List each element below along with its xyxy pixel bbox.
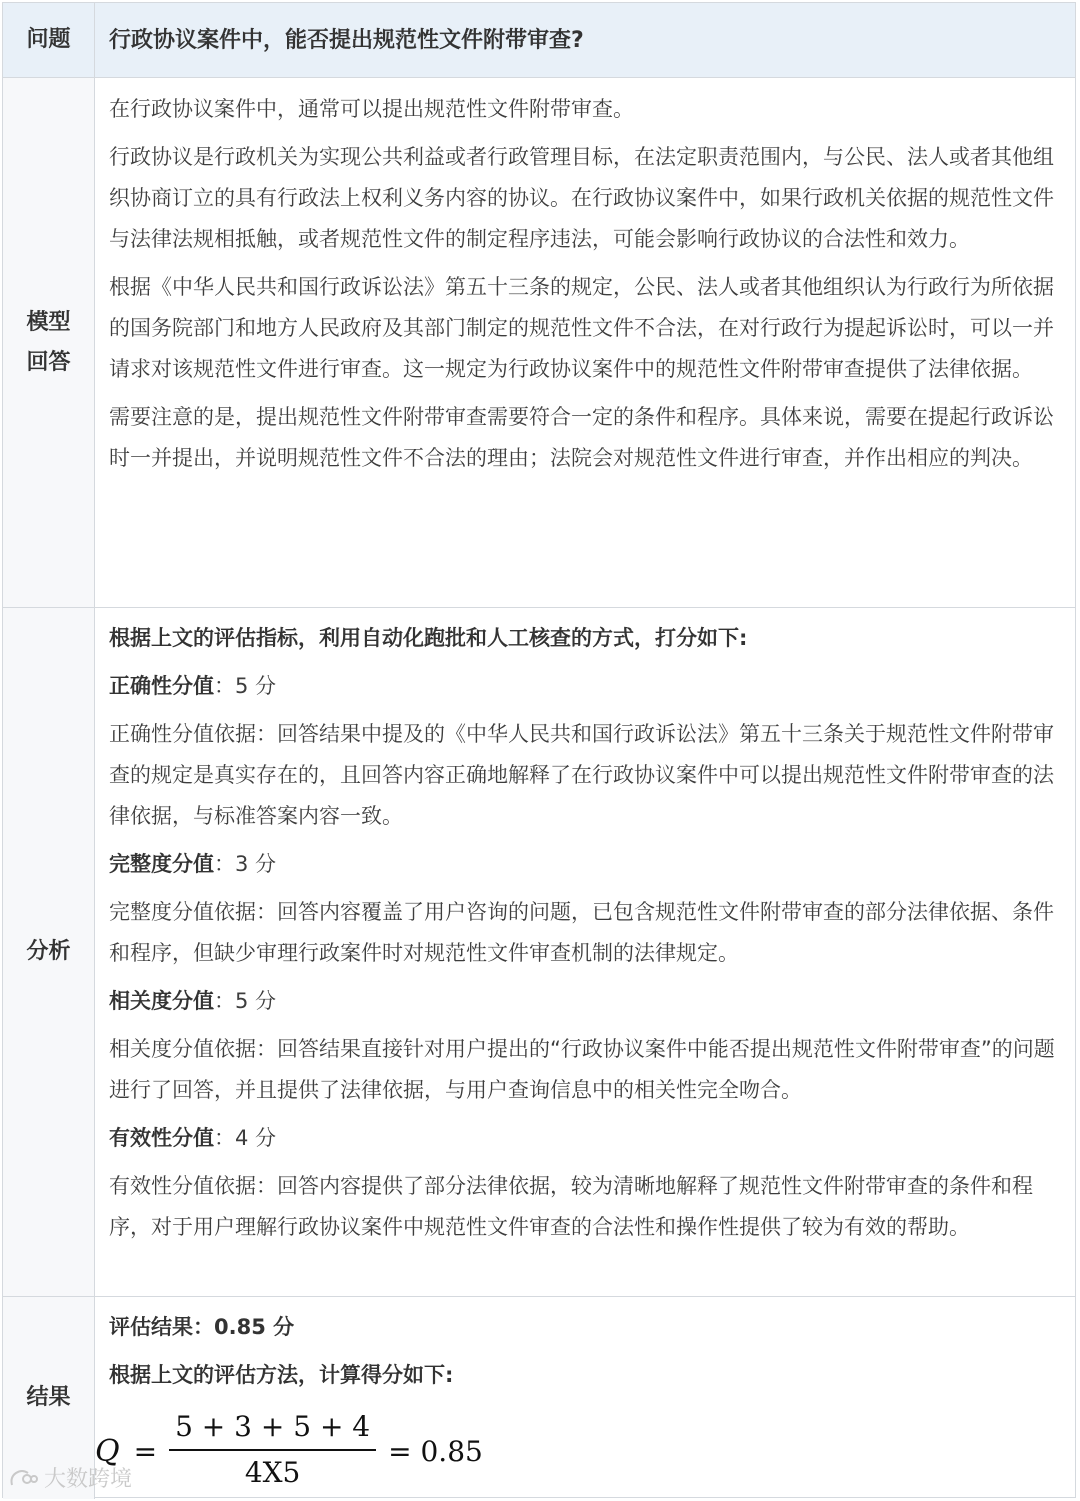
correctness-title: 正确性分值: [109, 674, 214, 698]
formula-fraction: [169, 1407, 376, 1495]
completeness-score-line: [109, 844, 1065, 885]
model-answer-label: [3, 78, 95, 607]
eval-result: 评估结果：0.85 分: [109, 1315, 295, 1339]
formula-numerator: 5 + 3 + 5 + 4: [169, 1407, 376, 1451]
watermark-logo-icon: [8, 1467, 38, 1489]
model-answer-content: [95, 78, 1075, 607]
formula-denominator: 4X5: [244, 1456, 301, 1489]
formula-equals: =: [133, 1434, 158, 1468]
model-answer-label-line2: 回答: [26, 349, 71, 375]
correctness-score-line: [109, 666, 1065, 707]
validity-basis: 有效性分值依据：回答内容提供了部分法律依据，较为清晰地解释了规范性文件附带审查的条件和程序，对于用户理解行政协议案件中规范性文件审查的合法性和操作性提供了较为有效的帮助。: [109, 1174, 1033, 1239]
relevance-basis: 相关度分值依据：回答结果直接针对用户提出的“行政协议案件中能否提出规范性文件附带审查”的问题进行了回答，并且提供了法律依据，与用户查询信息中的相关性完全吻合。: [109, 1037, 1055, 1102]
validity-title: 有效性分值: [109, 1126, 214, 1150]
answer-paragraph: 需要注意的是，提出规范性文件附带审查需要符合一定的条件和程序。具体来说，需要在提起行政诉讼时一并提出，并说明规范性文件不合法的理由；法院会对规范性文件进行审查，并作出相应的判决。: [109, 405, 1054, 470]
completeness-title: 完整度分值: [109, 852, 214, 876]
answer-paragraph: 在行政协议案件中，通常可以提出规范性文件附带审查。: [109, 97, 634, 121]
question-label: 问题: [3, 3, 95, 77]
analysis-row: [3, 608, 1075, 1297]
question-row: [3, 3, 1075, 78]
validity-score-line: [109, 1118, 1065, 1159]
relevance-score-line: [109, 981, 1065, 1022]
watermark-text: 大数跨境: [44, 1467, 133, 1492]
question-text: 行政协议案件中，能否提出规范性文件附带审查?: [95, 3, 1075, 77]
model-answer-label-line1: 模型: [26, 309, 71, 335]
method-line: 根据上文的评估方法，计算得分如下:: [109, 1363, 454, 1387]
answer-paragraph: 根据《中华人民共和国行政诉讼法》第五十三条的规定，公民、法人或者其他组织认为行政行为所依据的国务院部门和地方人民政府及其部门制定的规范性文件不合法，在对行政行为提起诉讼时，可以一并请求对该规范性文件进行审查。这一规定为行政协议案件中的规范性文件附带审查提供了法律依据。: [109, 275, 1054, 381]
evaluation-table: [2, 2, 1076, 1498]
analysis-label: 分析: [3, 608, 95, 1296]
formula-lhs: Q: [95, 1433, 120, 1469]
correctness-basis: 正确性分值依据：回答结果中提及的《中华人民共和国行政诉讼法》第五十三条关于规范性文件附带审查的规定是真实存在的，且回答内容正确地解释了在行政协议案件中可以提出规范性文件附带审查的法律依据，与标准答案内容一致。: [109, 722, 1054, 828]
relevance-score: ：5 分: [214, 989, 277, 1013]
watermark: [8, 1462, 132, 1493]
score-formula: [95, 1407, 483, 1495]
validity-score: ：4 分: [214, 1126, 277, 1150]
analysis-intro: 根据上文的评估指标，利用自动化跑批和人工核查的方式，打分如下:: [109, 626, 748, 650]
completeness-basis: 完整度分值依据：回答内容覆盖了用户咨询的问题，已包含规范性文件附带审查的部分法律依据、条件和程序，但缺少审理行政案件时对规范性文件审查机制的法律规定。: [109, 900, 1054, 965]
correctness-score: ：5 分: [214, 674, 277, 698]
answer-paragraph: 行政协议是行政机关为实现公共利益或者行政管理目标，在法定职责范围内，与公民、法人或者其他组织协商订立的具有行政法上权利义务内容的协议。在行政协议案件中，如果行政机关依据的规范性文件与法律法规相抵触，或者规范性文件的制定程序违法，可能会影响行政协议的合法性和效力。: [109, 145, 1054, 251]
model-answer-row: [3, 78, 1075, 608]
completeness-score: ：3 分: [214, 852, 277, 876]
relevance-title: 相关度分值: [109, 989, 214, 1013]
analysis-content: [95, 608, 1075, 1296]
formula-rhs: = 0.85: [388, 1434, 483, 1468]
result-label: 结果: [3, 1297, 95, 1499]
